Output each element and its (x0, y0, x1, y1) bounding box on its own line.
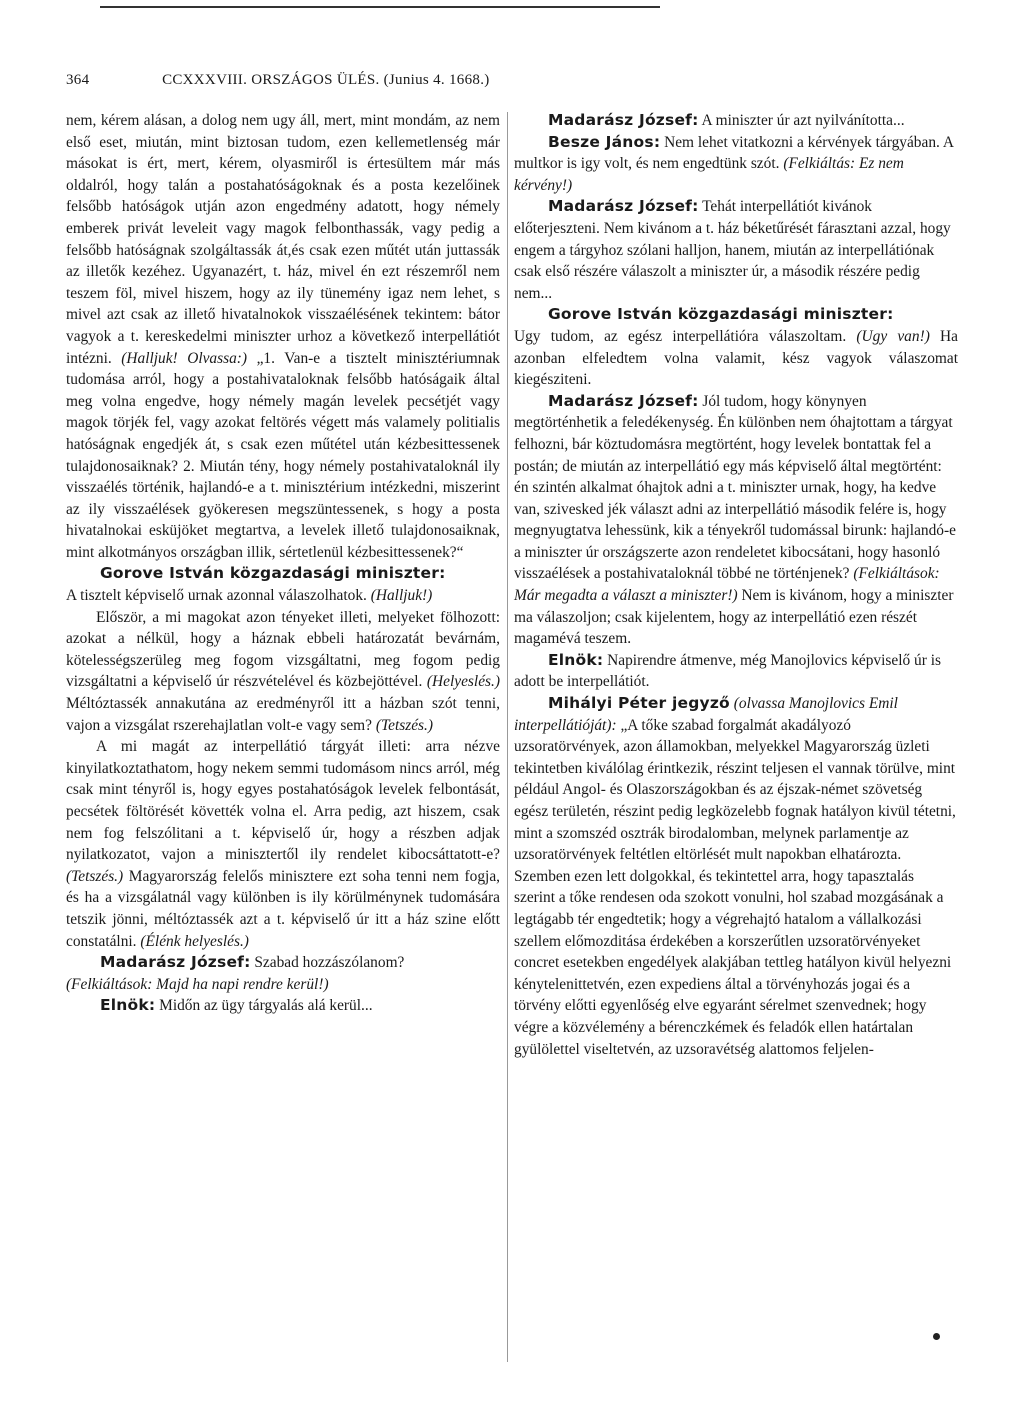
speaker-entry: Madarász József: Szabad hozzászólanom? (100, 953, 405, 972)
speaker-text: A tisztelt képviselő urnak azonnal válaszolhatok. (Halljuk!) (66, 587, 433, 605)
page-number: 364 (66, 72, 90, 88)
speaker-entry (66, 563, 500, 585)
speaker-entry: Elnök: Midőn az ügy tárgyalás alá kerül... (100, 996, 373, 1015)
paragraph: Először, a mi magokat azon tényeket illeti, melyeket fölhozott: azokat a nélkül, hogy a háznak ebbeli határozatát bevárnám, kötelességszerüleg meg fogom vizsgáltatni, meg fogom pedig vizsgáltatni a képviselő úr részvételével és közbejöttével. (Helyeslés.) Méltóztassék annakutána az eredményről itt a házban szót tenni, vajon a vizsgálat rszerehajlatlan volt-e vagy sem? (Tetszés.) (66, 608, 500, 734)
speaker-name: Elnök: (548, 650, 604, 669)
top-rule (100, 6, 660, 8)
speaker-name: Madarász József: (548, 391, 699, 410)
speaker-entry: Madarász József: Tehát interpellátiót kivánok előterjeszteni. Nem kivánom a t. ház béketűrését fárasztani azzal, hogy engem a tárgyhoz szólani halljon, hanem, miután az interpellátiónak csak első részére válaszolt a miniszter úr, a második részére pedig nem... (514, 197, 951, 302)
speaker-text: Ugy tudom, az egész interpellátióra válaszoltam. (Ugy van!) Ha azonban elfeledtem volna valamit, kész vagyok válaszomat kiegésziteni. (514, 327, 958, 389)
right-column (514, 110, 958, 1060)
speaker-name: Madarász József: (548, 197, 699, 216)
session-title: CCXXXVIII. ORSZÁGOS ÜLÉS. (Junius 4. 1668.) (162, 72, 490, 88)
paragraph: nem, kérem alásan, a dolog nem ugy áll, mert, mint mondám, az nem első eset, miután, mint biztosan tudom, ezen kellemetlenség már másokat is ért, mert, kérem, olyasmiről is értesültem már más oldalról, hogy talán a postahatóságoknak és a posta kezelőinek felsőbb hatóságok utján azon engedmény adatott, hogy némely emberek privát leveleit vagy magok felbonthassák, vagy pedig a felsőbb hatóságnak szolgáltassák át,és csak ezen műtét után juttassák az illetők kezéhez. Ugyanazért, t. ház, mivel én ezt részemről nem teszem föl, mivel hiszem, hogy az ily tünemény igaz nem lehet, s mivel azt csak az illető hivatalnokok visszaélésének tekintem: bátor vagyok a t. kereskedelmi miniszter urhoz a következő interpellátiót intézni. (Halljuk! Olvassa:) „1. Van-e a tisztelt minisztériumnak tudomása arról, hogy a postahivataloknak felsőbb hatóságaik által meg volna engedve, hogy némely magán levelek pecsétjét vagy magok törjék fel, vagy azokat feltörés végett más valamely politialis hatóságnak engedjék át, s csak ezen műtétel után kézbesittessenek tulajdonosaiknak? 2. Miután tény, hogy némely postahivataloknál ily visszaélés történik, hajlandó-e a t. minisztérium intézkedni, miszerint az ily visszaélések gyökeresen megszüntessenek, s hogy a posta hivatalnokai esküjöket megtartva, a levelek illető tulajdonosaiknak, mint alkotmányos országban illik, sértetlenül kézbesittessenek?“ (66, 112, 500, 561)
speaker-entry (514, 304, 958, 326)
speaker-name: Gorove István közgazdasági miniszter: (548, 305, 894, 324)
speaker-name: Mihályi Péter jegyző (548, 694, 730, 713)
speaker-name: Besze János: (548, 132, 661, 151)
speaker-name: Gorove István közgazdasági miniszter: (100, 564, 446, 583)
speaker-entry: Madarász József: A miniszter úr azt nyilvánította... (548, 111, 905, 129)
page-header (66, 72, 966, 89)
interjection: (Felkiáltások: Majd ha napi rendre kerül!) (66, 975, 329, 993)
speaker-entry: Elnök: Napirendre átmenve, még Manojlovics képviselő úr is adott be interpellátiót. (514, 650, 941, 691)
paragraph: A mi magát az interpellátió tárgyát illeti: arra nézve kinyilatkoztathatom, hogy nekem semmi tudomásom nincs arról, még csak mint tényről is, hogy egyes postahatóságok levelek felbontását, pecsétek föltörését követték volna el. Arra pedig, azt hiszem, csak nem fog felszólitani a t. képviselő úr, hogy a részben adjak nyilatkozatot, vajon a minisztertől ily rendelet kibocsáttatott-e? (Tetszés.) Magyarország felelős minisztere ezt soha tenni nem fogja, és ha a vizsgálatnál vagy különben is ily körülménynek tudomására tetszik jönni, méltóztassék azt a t. képviselő úr itt a ház szine előtt constatálni. (Élénk helyeslés.) (66, 738, 500, 950)
speaker-entry: Madarász József: Jól tudom, hogy könynyen megtörténhetik a feledékenység. Én különben nem óhajtottam a tárgyat felhozni, bár köztudomásra megtörtént, hogy levelek bontattak fel a postán; de miután az interpellátió egy más képviselő által megtörtént: én szintén alkalmat óhajtok adni a t. miniszter urnak, hogy, ha kedve van, szivesked jék választ adni az interpellátió második felére is, hogy megnyugtatva lehessünk, kik a tényekről tudomással birunk: hajlandó-e a miniszter úr országszerte azon rendeletet kibocsátani, hogy hasonló visszaélések a postahivataloknál többé ne történjenek? (Felkiáltások: Már megadta a választ a miniszter!) Nem is kivánom, hogy a miniszter ma válaszoljon; csak kijelentem, hogy az interpellátió ezen részét magamévá teszem. (514, 391, 956, 648)
speaker-name: Madarász József: (100, 953, 251, 972)
speaker-name: Elnök: (100, 996, 156, 1015)
speaker-entry: Besze János: Nem lehet vitatkozni a kérvények tárgyában. A multkor is igy volt, és nem engedtünk szót. (Felkiáltás: Ez nem kérvény!) (514, 132, 954, 194)
speaker-name: Madarász József: (548, 111, 699, 129)
ink-dot (933, 1333, 940, 1340)
speaker-entry: Mihályi Péter jegyző (olvassa Manojlovics Emil interpellátióját): „A tőke szabad forgalmát akadályozó uzsoratörvények, azon államokban, melyekkel Magyarország üzleti tekintetben kiválólag érintkezik, részint teljesen el vannak törülve, mint például Angol- és Olaszországokban és az éjszak-német szövetség egész területén, részint pedig legközelebb fognak hatályon kivül tétetni, mint a szomszéd osztrák birodalomban, melynek parlamentje az uzsoratörvények feltétlen eltörlését mult napokban elhatározta. Szemben ezen lett dolgokkal, és tekintettel arra, hogy tapasztalás szerint a tőke rendesen oda szokott vonulni, hol szabad mozgásának a legtágabb tér engedtetik; hogy a végrehajtó hatalom a vállalkozási szellem előmozditása érdekében a korszerűtlen uzsoratörvényeket concret esetekben engedélyek alakjában tettleg hatályon kivül helyezni kénytelenittetvén, ezen expediens által a törvényhozás jogai és a törvény előtti egyenlőség elve egyaránt sérelmet szenvednek; hogy végre a közvélemény a bérenczkémek és feladók ellen határtalan gyülölettel viseltetvén, az uzsoravétség alattomos feljelen- (514, 694, 956, 1058)
column-divider (507, 112, 508, 1362)
left-column (66, 110, 500, 1017)
